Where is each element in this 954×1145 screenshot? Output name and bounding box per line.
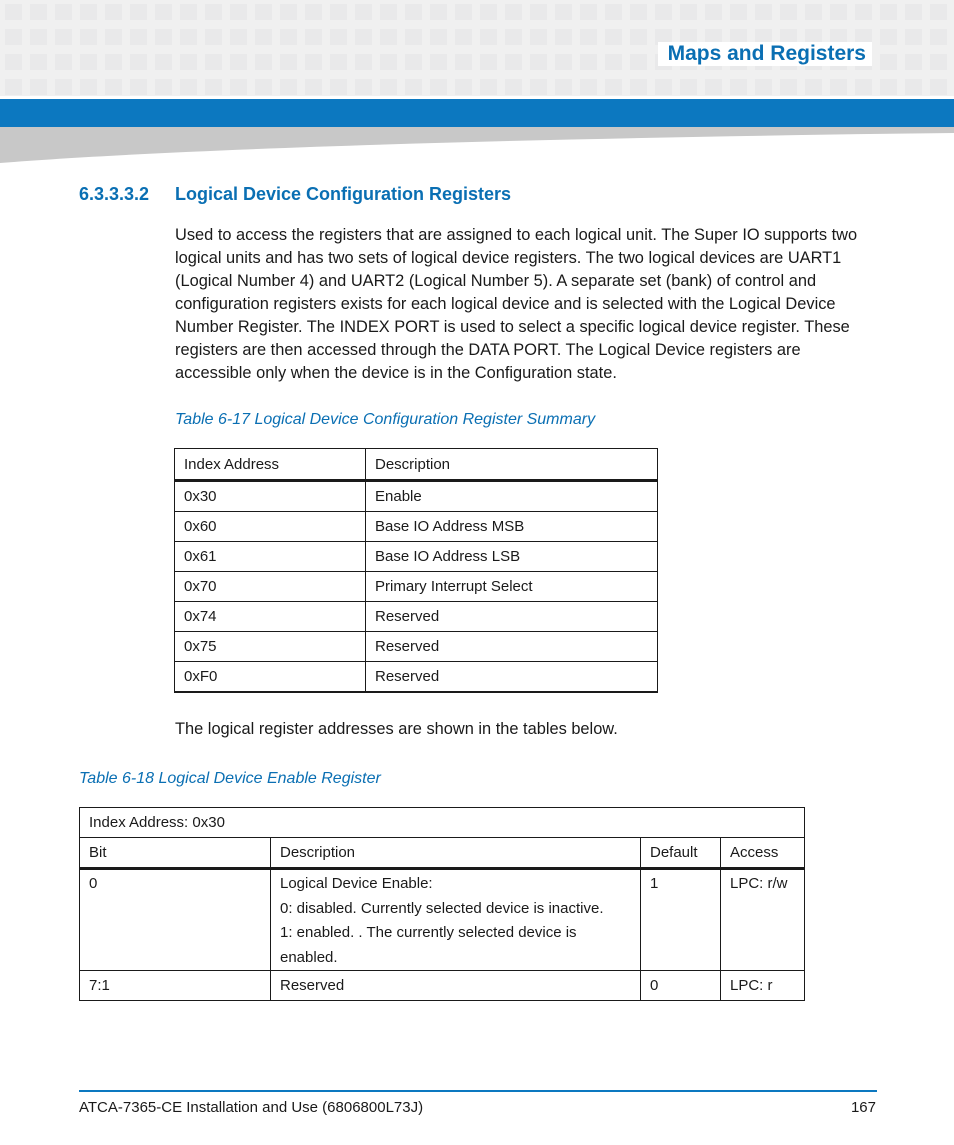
grid-cell (5, 79, 22, 95)
grid-cell (305, 4, 322, 20)
grid-cell (605, 79, 622, 95)
grid-cell (580, 29, 597, 45)
grid-cell (530, 29, 547, 45)
grid-cell (530, 4, 547, 20)
table-cell: Base IO Address LSB (366, 542, 658, 572)
grid-cell (455, 29, 472, 45)
grid-cell (180, 54, 197, 70)
grid-cell (355, 4, 372, 20)
default-value: 1 (650, 875, 659, 892)
grid-cell (555, 54, 572, 70)
grid-cell (155, 4, 172, 20)
grid-cell (280, 54, 297, 70)
grid-cell (55, 4, 72, 20)
grid-cell (480, 54, 497, 70)
table-row (175, 542, 658, 572)
grid-cell (905, 54, 922, 70)
grid-cell (755, 79, 772, 95)
grid-cell (180, 79, 197, 95)
grid-cell (830, 4, 847, 20)
grid-cell (880, 79, 897, 95)
table-row (175, 602, 658, 632)
grid-cell (455, 4, 472, 20)
grid-cell (205, 79, 222, 95)
table-cell: Reserved (366, 632, 658, 662)
table-cell (271, 869, 641, 971)
table-cell: 0xF0 (175, 662, 366, 693)
table-cell: 0x61 (175, 542, 366, 572)
grid-cell (30, 79, 47, 95)
enable-register-table (79, 807, 805, 1001)
grid-cell (805, 4, 822, 20)
grid-cell (355, 29, 372, 45)
table-header-cell: Bit (80, 838, 271, 869)
grid-cell (55, 29, 72, 45)
grid-cell (155, 54, 172, 70)
grid-cell (380, 29, 397, 45)
table-header-cell: Description (366, 449, 658, 481)
grid-cell (555, 29, 572, 45)
grid-cell (605, 54, 622, 70)
grid-cell (505, 79, 522, 95)
grid-cell (180, 4, 197, 20)
grid-cell (130, 79, 147, 95)
table-header-cell: Index Address (175, 449, 366, 481)
grid-cell (105, 29, 122, 45)
grid-cell (655, 79, 672, 95)
grid-cell (130, 29, 147, 45)
table-cell: LPC: r (721, 971, 805, 1001)
grid-cell (930, 54, 947, 70)
grid-cell (280, 4, 297, 20)
grid-cell (330, 79, 347, 95)
grid-cell (505, 4, 522, 20)
grid-cell (130, 54, 147, 70)
table2-caption: Table 6-18 Logical Device Enable Register (79, 770, 381, 787)
grid-cell (30, 54, 47, 70)
grid-cell (805, 79, 822, 95)
bit-value: 0 (89, 875, 98, 892)
description-line: 0: disabled. Currently selected device is inactive. (280, 899, 604, 917)
table-row (175, 512, 658, 542)
page-header-title: Maps and Registers (658, 42, 872, 66)
grid-cell (80, 29, 97, 45)
grid-cell (55, 79, 72, 95)
header-blue-bar (0, 99, 954, 127)
section-number: 6.3.3.3.2 (79, 184, 150, 204)
grid-cell (680, 4, 697, 20)
grid-cell (755, 4, 772, 20)
index-address-cell: Index Address: 0x30 (80, 808, 805, 838)
grid-cell (355, 54, 372, 70)
header-gray-swoosh (0, 127, 954, 163)
table-cell: Base IO Address MSB (366, 512, 658, 542)
grid-cell (230, 29, 247, 45)
table-row (175, 662, 658, 693)
grid-cell (630, 4, 647, 20)
grid-cell (930, 29, 947, 45)
table-cell: Enable (366, 481, 658, 512)
grid-cell (205, 29, 222, 45)
table-cell: Reserved (366, 662, 658, 693)
table-cell: Primary Interrupt Select (366, 572, 658, 602)
table-header-cell: Access (721, 838, 805, 869)
grid-cell (105, 79, 122, 95)
grid-cell (780, 79, 797, 95)
grid-cell (280, 79, 297, 95)
table-cell: 0 (641, 971, 721, 1001)
grid-cell (705, 79, 722, 95)
grid-cell (505, 29, 522, 45)
grid-cell (855, 79, 872, 95)
grid-cell (630, 54, 647, 70)
table-header-row (80, 838, 805, 869)
grid-cell (180, 29, 197, 45)
grid-cell (430, 4, 447, 20)
footer-document-title: ATCA-7365-CE Installation and Use (6806800L73J) (79, 1099, 424, 1116)
grid-cell (155, 29, 172, 45)
grid-cell (280, 29, 297, 45)
grid-cell (630, 29, 647, 45)
table-row (175, 481, 658, 512)
intro-text: The logical register addresses are shown in the tables below. (175, 720, 618, 738)
grid-cell (555, 79, 572, 95)
grid-cell (655, 4, 672, 20)
table-header-cell: Description (271, 838, 641, 869)
grid-cell (80, 54, 97, 70)
grid-cell (555, 4, 572, 20)
grid-cell (905, 79, 922, 95)
table-cell (80, 869, 271, 971)
grid-cell (130, 4, 147, 20)
grid-cell (705, 4, 722, 20)
grid-cell (530, 54, 547, 70)
table-cell: 7:1 (80, 971, 271, 1001)
grid-cell (305, 54, 322, 70)
grid-cell (230, 54, 247, 70)
grid-cell (730, 4, 747, 20)
grid-cell (505, 54, 522, 70)
grid-cell (605, 29, 622, 45)
grid-cell (380, 54, 397, 70)
grid-cell (55, 54, 72, 70)
table-cell (721, 869, 805, 971)
footer-rule (79, 1090, 877, 1092)
grid-cell (205, 54, 222, 70)
grid-cell (930, 79, 947, 95)
grid-cell (455, 79, 472, 95)
grid-cell (255, 29, 272, 45)
grid-cell (405, 29, 422, 45)
table-row (80, 869, 805, 971)
grid-cell (305, 29, 322, 45)
grid-cell (780, 4, 797, 20)
grid-cell (230, 79, 247, 95)
grid-cell (205, 4, 222, 20)
grid-cell (830, 79, 847, 95)
table-cell: 0x70 (175, 572, 366, 602)
section-title: Logical Device Configuration Registers (175, 184, 512, 204)
grid-cell (905, 4, 922, 20)
table-row (175, 572, 658, 602)
grid-cell (80, 79, 97, 95)
grid-cell (155, 79, 172, 95)
grid-cell (330, 4, 347, 20)
register-summary-table (174, 448, 658, 693)
grid-cell (330, 54, 347, 70)
grid-cell (255, 79, 272, 95)
grid-cell (430, 54, 447, 70)
grid-cell (630, 79, 647, 95)
grid-cell (580, 54, 597, 70)
grid-cell (430, 29, 447, 45)
grid-cell (530, 79, 547, 95)
table-cell: 0x30 (175, 481, 366, 512)
grid-cell (405, 79, 422, 95)
grid-cell (430, 79, 447, 95)
grid-cell (5, 29, 22, 45)
grid-cell (255, 54, 272, 70)
grid-cell (330, 29, 347, 45)
grid-cell (405, 54, 422, 70)
description-line: 1: enabled. . The currently selected device is enabled. (280, 924, 577, 966)
grid-cell (480, 4, 497, 20)
grid-cell (5, 4, 22, 20)
table1-caption: Table 6-17 Logical Device Configuration Register Summary (175, 411, 596, 428)
table-cell: Reserved (366, 602, 658, 632)
table-row (80, 971, 805, 1001)
grid-cell (30, 4, 47, 20)
grid-cell (30, 29, 47, 45)
table-cell: 0x75 (175, 632, 366, 662)
table-row (175, 632, 658, 662)
grid-cell (355, 79, 372, 95)
table-header-row (175, 449, 658, 481)
table-header-cell: Default (641, 838, 721, 869)
grid-cell (380, 4, 397, 20)
grid-cell (305, 79, 322, 95)
table-cell: 0x60 (175, 512, 366, 542)
grid-cell (880, 29, 897, 45)
grid-cell (880, 4, 897, 20)
description-line: Logical Device Enable: (280, 875, 433, 892)
access-value: LPC: r/w (730, 875, 788, 892)
grid-cell (855, 4, 872, 20)
grid-cell (105, 54, 122, 70)
table-index-row (80, 808, 805, 838)
section-heading (79, 184, 511, 205)
grid-cell (680, 79, 697, 95)
grid-cell (405, 4, 422, 20)
grid-cell (905, 29, 922, 45)
grid-cell (930, 4, 947, 20)
grid-cell (480, 79, 497, 95)
grid-cell (580, 4, 597, 20)
grid-cell (255, 4, 272, 20)
table-cell: 0x74 (175, 602, 366, 632)
grid-cell (105, 4, 122, 20)
grid-cell (580, 79, 597, 95)
grid-cell (730, 79, 747, 95)
grid-cell (230, 4, 247, 20)
grid-cell (80, 4, 97, 20)
footer-page-number: 167 (850, 1099, 876, 1116)
body-paragraph: Used to access the registers that are assigned to each logical unit. The Super IO supports two logical units and has two sets of logical device registers. The two logical devices are UART1 (Logical Number 4) and UART2 (Logical Number 5). A separate set (bank) of control and configuration registers exists for each logical device and is selected with the Logical Device Number Register. The INDEX PORT is used to select a specific logical device register. These registers are then accessed through the DATA PORT. The Logical Device registers are accessible only when the device is in the Configuration state. (175, 226, 858, 382)
table-cell (641, 869, 721, 971)
grid-cell (880, 54, 897, 70)
grid-cell (380, 79, 397, 95)
grid-cell (480, 29, 497, 45)
table-cell: Reserved (271, 971, 641, 1001)
grid-cell (455, 54, 472, 70)
grid-cell (605, 4, 622, 20)
grid-cell (5, 54, 22, 70)
